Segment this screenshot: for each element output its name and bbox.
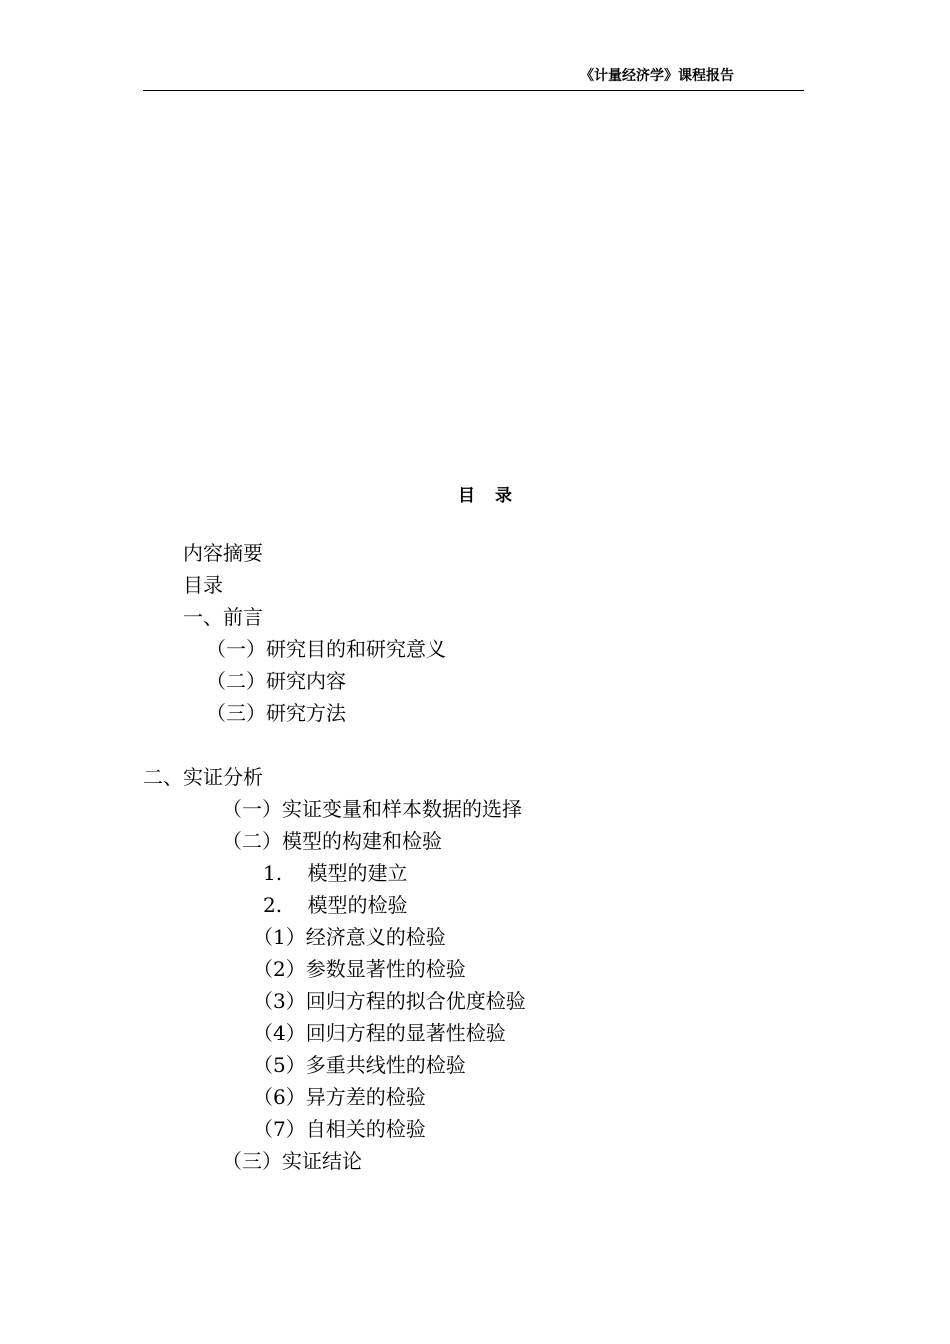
toc-item-abstract: 内容摘要 xyxy=(183,541,263,565)
toc-item-preface: 一、前言 xyxy=(183,605,263,629)
header-title: 《计量经济学》课程报告 xyxy=(580,68,734,84)
toc-item-research-method: （三）研究方法 xyxy=(206,701,346,725)
toc-title: 目录 xyxy=(458,486,532,506)
toc-item-empirical-analysis: 二、实证分析 xyxy=(143,765,263,789)
page-header xyxy=(143,64,804,91)
toc-item-heteroscedasticity: （6）异方差的检验 xyxy=(253,1085,426,1109)
toc-item-model-construction: （二）模型的构建和检验 xyxy=(222,829,442,853)
toc-item-autocorrelation: （7）自相关的检验 xyxy=(253,1117,426,1141)
toc-item-variables-data: （一）实证变量和样本数据的选择 xyxy=(222,797,522,821)
toc-item-model-test: 2. 模型的检验 xyxy=(263,893,408,917)
toc-item-economic-test: （1）经济意义的检验 xyxy=(253,925,446,949)
toc-item-multicollinearity: （5）多重共线性的检验 xyxy=(253,1053,466,1077)
toc-item-model-establish: 1. 模型的建立 xyxy=(263,861,408,885)
toc-item-contents: 目录 xyxy=(183,573,223,597)
toc-item-equation-significance: （4）回归方程的显著性检验 xyxy=(253,1021,506,1045)
toc-item-research-purpose: （一）研究目的和研究意义 xyxy=(206,637,446,661)
toc-item-research-content: （二）研究内容 xyxy=(206,669,346,693)
toc-item-conclusion: （三）实证结论 xyxy=(222,1149,362,1173)
toc-item-goodness-of-fit: （3）回归方程的拟合优度检验 xyxy=(253,989,526,1013)
toc-item-significance-test: （2）参数显著性的检验 xyxy=(253,957,466,981)
